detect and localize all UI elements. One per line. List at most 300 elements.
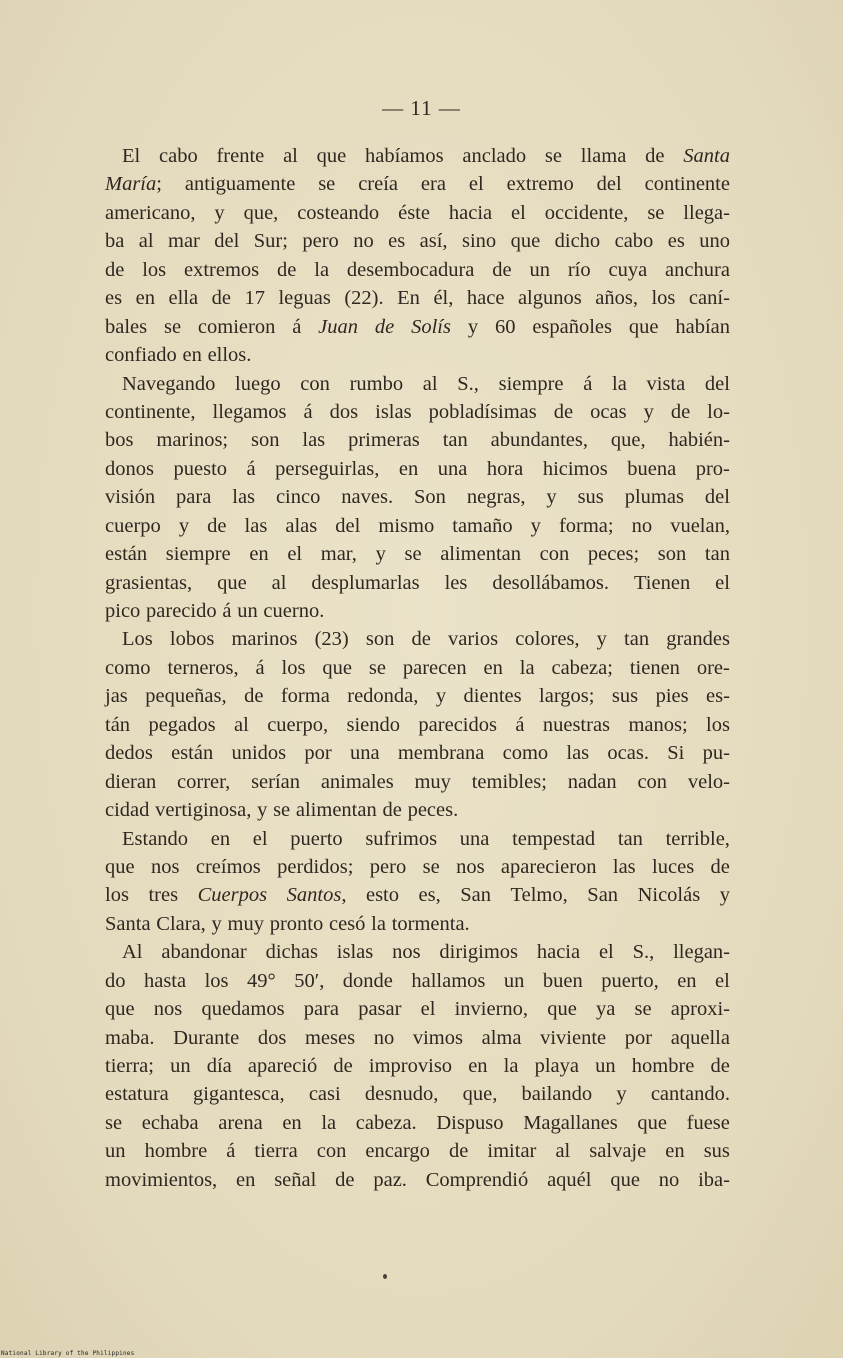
word: en — [182, 344, 202, 367]
word: á — [246, 457, 256, 480]
word: Estando — [122, 827, 189, 850]
word: de — [207, 514, 227, 537]
word: de — [710, 1055, 730, 1077]
word: siempre — [165, 543, 231, 566]
word: cantando. — [650, 1083, 730, 1106]
word: hasta — [143, 969, 187, 992]
text-line — [105, 768, 730, 796]
word: abundantes, — [490, 429, 588, 452]
word: do — [105, 969, 126, 992]
word: estatura — [105, 1083, 169, 1106]
word: extremo — [506, 173, 574, 196]
word: así, — [419, 230, 448, 253]
word: donde — [342, 969, 393, 992]
word: pico — [105, 600, 141, 622]
word: los — [142, 258, 167, 281]
word: confiado — [105, 344, 177, 367]
word: alimentan — [440, 543, 522, 566]
word: el — [252, 827, 268, 850]
word: Juan — [318, 315, 359, 338]
word: en — [468, 1055, 488, 1077]
word: membrana — [397, 742, 485, 765]
word: cidad — [105, 799, 150, 822]
word: llegamos — [212, 400, 287, 423]
text-line — [105, 227, 730, 255]
word: los — [706, 713, 730, 736]
word: Cuerpos — [197, 884, 268, 907]
word: hombre — [144, 1140, 208, 1163]
word: la — [503, 1055, 519, 1077]
word: echaba — [141, 1111, 199, 1134]
text-line — [105, 313, 730, 341]
word: que — [316, 145, 347, 167]
text-line — [105, 995, 730, 1023]
word: abandonar — [161, 941, 247, 964]
word: de — [448, 1140, 469, 1163]
word: vista — [646, 372, 686, 395]
word: pero — [369, 855, 407, 878]
word: perseguirlas, — [275, 457, 380, 480]
text-line — [105, 938, 730, 966]
word: antiguamente — [184, 173, 296, 196]
word: primeras — [348, 429, 420, 452]
word: pequeñas, — [145, 685, 227, 708]
word: luces — [652, 855, 695, 878]
word: á — [583, 372, 593, 395]
word: leguas — [278, 287, 331, 310]
word: parecido — [146, 600, 217, 622]
word: ella — [168, 287, 199, 310]
word: que — [547, 998, 577, 1021]
word: hicimos — [542, 457, 608, 480]
word: lo- — [707, 400, 730, 423]
word: tienen — [629, 656, 680, 679]
text-line — [105, 1024, 730, 1052]
text-line — [105, 142, 730, 170]
word: Magallanes — [523, 1111, 618, 1134]
word: se — [544, 145, 562, 167]
text-line — [105, 1109, 730, 1137]
word: es, — [418, 884, 441, 907]
word: al — [138, 230, 154, 253]
word: del — [596, 173, 622, 196]
word: á — [515, 713, 525, 736]
word: la — [371, 912, 386, 935]
word: son — [365, 628, 395, 651]
library-credit: National Library of the Philippines — [1, 1350, 135, 1357]
word: hacia — [448, 201, 493, 224]
word: la — [321, 1111, 337, 1134]
word: dirigimos — [439, 941, 518, 964]
text-line — [105, 625, 730, 653]
word: largos; — [539, 685, 595, 708]
text-line — [105, 739, 730, 767]
word: manos; — [628, 713, 688, 736]
word: redonda, — [347, 685, 419, 708]
word: tierra — [254, 1140, 298, 1163]
word: (23) — [314, 628, 349, 651]
word: y — [214, 201, 225, 224]
word: el — [598, 941, 614, 964]
word: y — [530, 514, 541, 537]
word: un — [237, 600, 258, 622]
word: son — [251, 429, 280, 452]
word: en — [249, 543, 269, 566]
word: improviso — [368, 1055, 453, 1077]
word: tan — [442, 429, 468, 452]
word: occidente, — [544, 201, 629, 224]
word: él, — [433, 287, 454, 310]
ink-speck — [383, 1274, 387, 1279]
word: (22). — [344, 287, 384, 310]
word: terneros, — [167, 656, 239, 679]
text-line — [105, 284, 730, 312]
word: de — [411, 628, 431, 651]
word: pegados — [148, 713, 216, 736]
word: iba- — [698, 1168, 730, 1191]
word: y — [616, 1083, 627, 1106]
text-line — [105, 967, 730, 995]
word: buena — [627, 457, 677, 480]
word: vertiginosa, — [155, 799, 252, 822]
word: tres — [148, 884, 179, 907]
text-line — [105, 341, 730, 369]
word: son — [657, 543, 687, 566]
word: dieran — [105, 770, 157, 793]
word: era — [420, 173, 446, 196]
word: terrible, — [665, 827, 730, 850]
word: una — [437, 457, 468, 480]
text-line — [105, 540, 730, 568]
word: islas — [375, 400, 412, 423]
word: rumbo — [349, 372, 404, 395]
word: Son — [414, 486, 446, 509]
word: gigantesca, — [192, 1083, 285, 1106]
word: velo- — [687, 770, 730, 793]
word: con — [300, 372, 330, 395]
word: una — [459, 827, 490, 850]
word: apareció — [247, 1055, 318, 1077]
word: ellos. — [207, 344, 252, 367]
word: los — [204, 969, 229, 992]
word: del — [335, 514, 361, 537]
word: el — [287, 543, 303, 566]
word: como — [105, 656, 151, 679]
word: hombre — [631, 1055, 695, 1077]
word: por — [304, 742, 332, 765]
word: que — [105, 998, 135, 1021]
word: Solís — [411, 315, 451, 338]
word: María; — [105, 173, 162, 196]
word: que — [322, 656, 352, 679]
word: se — [273, 799, 291, 822]
word: por — [624, 1026, 653, 1049]
word: habíamos — [365, 145, 444, 167]
word: al — [271, 571, 287, 594]
word: visión — [105, 486, 156, 509]
word: la — [314, 258, 330, 281]
word: pero — [302, 230, 339, 253]
word: sus — [577, 486, 604, 509]
word: las — [612, 855, 636, 878]
word: y — [719, 884, 730, 907]
word: Navegando — [122, 372, 216, 395]
word: que, — [462, 1083, 498, 1106]
word: se — [422, 855, 440, 878]
word: los — [651, 287, 676, 310]
word: puerto, — [601, 969, 659, 992]
word: una — [349, 742, 380, 765]
word: forma — [280, 685, 330, 708]
word: sus — [703, 1140, 730, 1163]
word: dos — [329, 400, 359, 423]
word: Comprendió — [425, 1168, 529, 1191]
word: desnudo, — [364, 1083, 439, 1106]
word: dicho — [554, 230, 601, 253]
word: el — [715, 969, 730, 992]
word: bailando — [521, 1083, 593, 1106]
word: desollábamos. — [492, 571, 610, 594]
word: varios — [447, 628, 499, 651]
word: en — [282, 1111, 302, 1134]
word: hacia — [536, 941, 581, 964]
word: que, — [610, 429, 646, 452]
word: el — [511, 201, 526, 224]
word: negras, — [466, 486, 526, 509]
word: islas — [336, 941, 374, 964]
word: años, — [595, 287, 638, 310]
word: el — [420, 998, 436, 1021]
word: les — [444, 571, 468, 594]
word: Los — [122, 628, 153, 651]
word: desplumarlas — [311, 571, 420, 594]
word: es- — [706, 685, 730, 708]
word: tan — [624, 628, 650, 651]
word: extremos — [184, 258, 260, 281]
word: llama — [580, 145, 627, 167]
word: correr, — [177, 770, 231, 793]
word: peces; — [587, 543, 640, 566]
word: Tienen — [634, 571, 691, 594]
word: de — [710, 855, 730, 878]
word: casi — [308, 1083, 341, 1106]
word: naves. — [341, 486, 394, 509]
text-line — [105, 455, 730, 483]
word: al — [283, 145, 298, 167]
word: S., — [457, 372, 479, 395]
word: de — [382, 799, 402, 822]
word: caní- — [688, 287, 730, 310]
text-line — [105, 512, 730, 540]
text-line — [105, 199, 730, 227]
word: dichas — [265, 941, 318, 964]
text-line — [105, 654, 730, 682]
word: ocas. — [607, 742, 649, 765]
word: arena — [218, 1111, 263, 1134]
word: río — [567, 258, 591, 281]
word: hora — [486, 457, 524, 480]
word: se — [163, 315, 182, 338]
word: tan — [617, 827, 643, 850]
word: un — [595, 1055, 616, 1077]
word: imitar — [487, 1140, 537, 1163]
text-line — [105, 170, 730, 198]
word: perdidos; — [277, 855, 354, 878]
word: movimientos, — [105, 1168, 218, 1191]
word: no — [353, 230, 374, 253]
word: anchura — [665, 258, 730, 281]
word: con — [316, 1140, 347, 1163]
word: no — [631, 514, 653, 537]
word: viviente — [540, 1026, 607, 1049]
word: las — [244, 514, 268, 537]
word: un — [105, 1140, 126, 1163]
word: jas — [105, 685, 128, 708]
text-line — [105, 910, 730, 938]
page-number: — 11 — — [382, 96, 461, 120]
word: pronto — [269, 912, 324, 935]
word: hallamos — [411, 969, 486, 992]
word: y — [596, 628, 607, 651]
word: las — [302, 429, 326, 452]
word: grandes — [666, 628, 730, 651]
word: es — [105, 287, 123, 310]
word: de — [244, 685, 264, 708]
word: animales — [320, 770, 394, 793]
word: 17 — [244, 287, 265, 310]
word: Al — [122, 941, 143, 964]
word: se — [368, 656, 386, 679]
word: pobladísimas — [428, 400, 537, 423]
word: nadan — [567, 770, 617, 793]
word: peces. — [407, 799, 459, 822]
word: llega- — [683, 201, 730, 224]
word: lobos — [169, 628, 215, 651]
word: pasar — [358, 998, 402, 1021]
word: maba. — [105, 1026, 155, 1049]
word: habién- — [668, 429, 730, 452]
word: tan — [704, 543, 730, 566]
word: como — [502, 742, 549, 765]
word: San — [587, 884, 619, 907]
text-line — [105, 1080, 730, 1108]
word: aquél — [547, 1168, 592, 1191]
word: plumas — [624, 486, 684, 509]
word: Si — [667, 742, 685, 765]
text-line — [105, 881, 730, 909]
word: éste — [398, 201, 430, 224]
word: costeando — [297, 201, 380, 224]
word: en — [210, 827, 231, 850]
word: hace — [466, 287, 505, 310]
word: se — [404, 543, 422, 566]
word: cuerpo — [105, 514, 161, 537]
word: cesó — [328, 912, 366, 935]
word: y — [643, 400, 654, 423]
word: que — [510, 230, 541, 253]
word: la — [612, 372, 627, 395]
word: es — [667, 230, 685, 253]
word: siendo — [346, 713, 401, 736]
word: unidos — [231, 742, 287, 765]
text-line — [105, 682, 730, 710]
word: se — [647, 201, 665, 224]
word: y — [257, 799, 268, 822]
word: salvaje — [589, 1140, 647, 1163]
word: los — [105, 884, 129, 907]
word: mar, — [320, 543, 357, 566]
word: Santa — [683, 145, 730, 167]
word: cabeza. — [355, 1111, 417, 1134]
word: y — [375, 543, 386, 566]
word: de — [277, 258, 297, 281]
word: creímos — [195, 855, 261, 878]
word: á — [255, 656, 265, 679]
word: á — [226, 1140, 236, 1163]
word: que — [610, 1168, 640, 1191]
word: á — [222, 600, 232, 622]
word: S., — [632, 941, 655, 964]
word: Durante — [173, 1026, 240, 1049]
word: que — [628, 315, 659, 338]
word: paz. — [373, 1168, 407, 1191]
word: á — [303, 400, 313, 423]
text-line — [105, 370, 730, 398]
word: la — [519, 656, 535, 679]
text-line — [105, 256, 730, 284]
text-line — [105, 1166, 730, 1194]
word: que — [217, 571, 247, 594]
word: no — [658, 1168, 680, 1191]
word: esto — [365, 884, 399, 907]
word: que, — [243, 201, 279, 224]
word: 49° — [247, 969, 276, 992]
word: cabeza; — [551, 656, 613, 679]
word: aquella — [670, 1026, 730, 1049]
word: mismo — [378, 514, 435, 537]
word: para — [303, 998, 340, 1021]
word: nos — [150, 855, 180, 878]
word: sino — [461, 230, 497, 253]
word: tamaño — [452, 514, 513, 537]
word: de — [335, 1168, 355, 1191]
text-line — [105, 796, 730, 824]
text-line — [105, 483, 730, 511]
word: tempestad — [512, 827, 596, 850]
word: llegan- — [673, 941, 730, 964]
word: alas — [285, 514, 318, 537]
word: en — [483, 656, 503, 679]
word: pies — [655, 685, 689, 708]
word: muy — [227, 912, 264, 935]
word: y — [546, 486, 557, 509]
word: aproxi- — [670, 998, 730, 1021]
word: Sur; — [253, 230, 288, 253]
word: marinos; — [156, 429, 229, 452]
word: señal — [274, 1168, 317, 1191]
word: están — [171, 742, 214, 765]
word: tormenta. — [391, 912, 470, 935]
word: forma; — [558, 514, 614, 537]
word: Nicolás — [637, 884, 701, 907]
word: meses — [304, 1026, 356, 1049]
word: 60 — [494, 315, 516, 338]
word: mar — [168, 230, 200, 253]
word: cuerno. — [263, 600, 325, 622]
word: siempre — [498, 372, 564, 395]
word: Santa — [105, 912, 151, 935]
word: se — [318, 173, 336, 196]
